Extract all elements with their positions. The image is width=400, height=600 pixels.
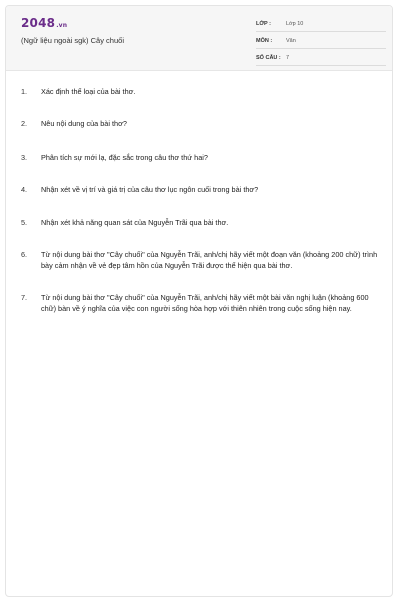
question-text: Nêu nội dung của bài thơ? bbox=[41, 119, 127, 128]
question-number: 7. bbox=[21, 293, 28, 302]
question-number: 1. bbox=[21, 87, 28, 96]
meta-row-class bbox=[256, 16, 386, 32]
question-number: 3. bbox=[21, 153, 28, 162]
question-number: 5. bbox=[21, 218, 28, 227]
question-item bbox=[21, 86, 381, 97]
meta-label-class: LỚP : bbox=[256, 20, 271, 27]
question-text: Nhận xét khả năng quan sát của Nguyễn Trãi qua bài thơ. bbox=[41, 218, 229, 227]
meta-row-subject bbox=[256, 33, 386, 49]
worksheet-title: (Ngữ liệu ngoài sgk) Cây chuối bbox=[21, 36, 124, 45]
worksheet bbox=[5, 5, 393, 597]
meta-value-subject: Văn bbox=[286, 37, 296, 44]
question-item bbox=[21, 217, 381, 228]
question-text: Từ nội dung bài thơ "Cây chuối" của Nguyễn Trãi, anh/chị hãy viết một đoạn văn (khoảng 200 chữ) trình bày cảm nhận về vẻ đẹp tâm hồn của Nguyễn Trãi được thể hiện qua bài thơ. bbox=[41, 250, 378, 270]
question-text: Từ nội dung bài thơ "Cây chuối" của Nguyễn Trãi, anh/chị hãy viết một bài văn nghị luận (khoảng 600 chữ) bàn về ý nghĩa của việc con người sống hòa hợp với thiên nhiên trong cuộc sống hiện nay. bbox=[41, 293, 369, 313]
logo-number: 2048 bbox=[21, 16, 56, 30]
question-text: Nhận xét về vị trí và giá trị của câu thơ lục ngôn cuối trong bài thơ? bbox=[41, 185, 259, 194]
question-text: Phân tích sự mới lạ, đặc sắc trong câu thơ thứ hai? bbox=[41, 153, 208, 162]
meta-info bbox=[256, 16, 386, 67]
meta-row-count bbox=[256, 50, 386, 66]
worksheet-header bbox=[6, 6, 392, 71]
question-item bbox=[21, 184, 381, 195]
logo-domain: .vn bbox=[56, 22, 68, 29]
site-logo[interactable] bbox=[21, 16, 67, 30]
meta-value-count: 7 bbox=[286, 54, 290, 61]
meta-label-subject: MÔN : bbox=[256, 37, 273, 44]
question-item bbox=[21, 249, 381, 271]
question-item bbox=[21, 152, 381, 163]
question-item bbox=[21, 118, 381, 129]
question-item bbox=[21, 292, 381, 314]
question-number: 6. bbox=[21, 250, 28, 259]
meta-label-count: SỐ CÂU : bbox=[256, 54, 281, 61]
meta-value-class: Lớp 10 bbox=[286, 20, 304, 27]
question-number: 2. bbox=[21, 119, 28, 128]
question-text: Xác định thể loại của bài thơ. bbox=[41, 87, 136, 96]
question-number: 4. bbox=[21, 185, 28, 194]
